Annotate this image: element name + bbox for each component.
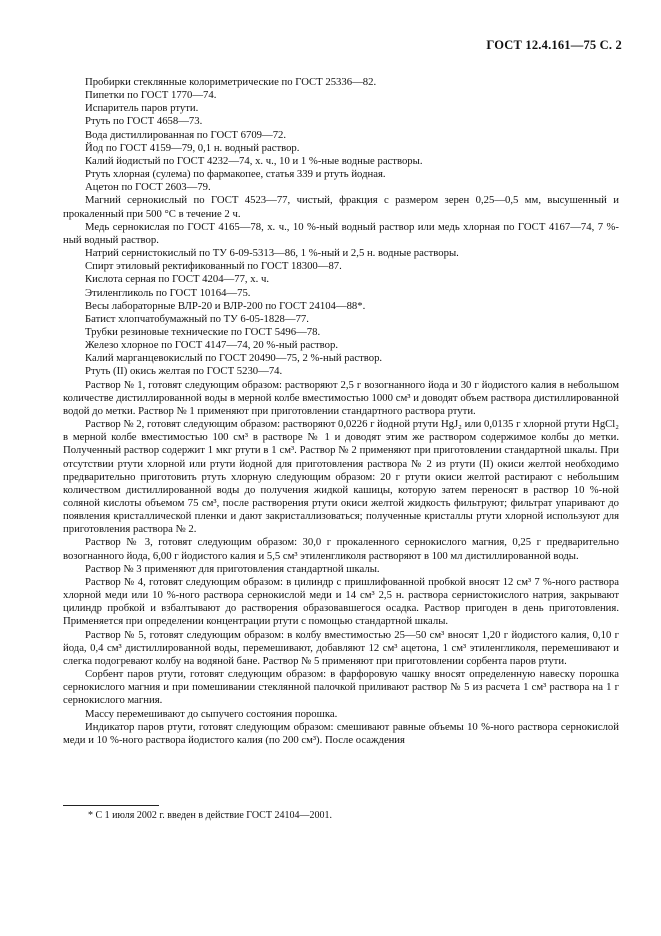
list-item: Испаритель паров ртути. bbox=[85, 102, 199, 115]
list-item: Вода дистиллированная по ГОСТ 6709—72. bbox=[85, 128, 287, 141]
footnote-divider bbox=[63, 805, 159, 806]
list-item: Ртуть (II) окись желтая по ГОСТ 5230—74. bbox=[85, 365, 283, 378]
footnote: * С 1 июля 2002 г. введен в действие ГОСТ 24104—2001. bbox=[88, 810, 332, 821]
list-item: Кислота серная по ГОСТ 4204—77, х. ч. bbox=[85, 273, 270, 286]
paragraph-solution-1: Раствор № 1, готовят следующим образом: растворяют 2,5 г возогнанного йода и 30 г йодистого калия в небольшом количестве дистиллированной воды в мерной колбе вместимостью 1000 см³ и доводят объем раствора дистиллированной водой до метки. Раствор № 1 применяют при приготовлении стандартного раствора ртути. bbox=[63, 378, 619, 417]
paragraph-mass: Массу перемешивают до сыпучего состояния порошка. bbox=[85, 707, 338, 720]
paragraph-solution-3-use: Раствор № 3 применяют для приготовления стандартной шкалы. bbox=[85, 562, 380, 575]
list-item: Пробирки стеклянные колориметрические по ГОСТ 25336—82. bbox=[85, 76, 377, 88]
paragraph-sorbent: Сорбент паров ртути, готовят следующим образом: в фарфоровую чашку вносят определенную навеску порошка сернокислого магния и при помешивании стеклянной палочкой приливают раствор № 5 из расчета 1 см³ раствора на 1 г сернокислого магния. bbox=[63, 668, 619, 707]
list-item: Весы лабораторные ВЛР-20 и ВЛР-200 по ГОСТ 24104—88*. bbox=[85, 299, 366, 312]
paragraph-magnesium: Магний сернокислый по ГОСТ 4523—77, чистый, фракция с размером зерен 0,25—0,5 мм, высушенный и прокаленный при 500 °С в течение 2 ч. bbox=[63, 194, 619, 220]
list-item: Натрий сернистокислый по ТУ 6-09-5313—86, 1 %-ный и 2,5 н. водные растворы. bbox=[85, 247, 459, 260]
list-item: Пипетки по ГОСТ 1770—74. bbox=[85, 89, 217, 102]
list-item: Трубки резиновые технические по ГОСТ 5496—78. bbox=[85, 325, 321, 338]
paragraph-indicator: Индикатор паров ртути, готовят следующим образом: смешивают равные объемы 10 %-ного раствора сернокислой меди и 10 %-ного раствора йодистого калия (по 200 см³). После осаждения bbox=[63, 720, 619, 746]
paragraph-solution-4: Раствор № 4, готовят следующим образом: в цилиндр с пришлифованной пробкой вносят 12 см³ 7 %-ного раствора хлорной меди или 10 %-ного раствора сернокислой меди и 14 см³ 2,5 н. раствора сернистокислого натрия, закрывают цилиндр пробкой и взбалтывают до растворения образовавшегося осадка. Раствор пригоден в день приготовления. Применяется при определении концентрации ртути с помощью стандартной шкалы. bbox=[63, 575, 619, 628]
list-item: Йод по ГОСТ 4159—79, 0,1 н. водный раствор. bbox=[85, 141, 300, 154]
paragraph-solution-3: Раствор № 3, готовят следующим образом: 30,0 г прокаленного сернокислого магния, 0,25 г предварительно возогнанного йода, 6,00 г йодистого калия и 5,5 см³ этиленгликоля растворяют в 100 мл дистиллированной воды. bbox=[63, 536, 619, 562]
list-item: Железо хлорное по ГОСТ 4147—74, 20 %-ный раствор. bbox=[85, 339, 338, 352]
list-item: Ртуть по ГОСТ 4658—73. bbox=[85, 115, 203, 128]
list-item: Спирт этиловый ректификованный по ГОСТ 18300—87. bbox=[85, 260, 342, 273]
paragraph-solution-2: Раствор № 2, готовят следующим образом: растворяют 0,0226 г йодной ртути HgJ₂ или 0,0135 г хлорной ртути HgCl₂ в мерной колбе вместимостью 100 см³ в растворе № 1 и доводят этим же раствором содержимое колбы до метки. Полученный раствор содержит 1 мкг ртути в 1 см³. Раствор № 2 применяют при приготовлении стандартной шкалы. При отсутствии ртути хлорной или ртути йодной для приготовления раствора № 2 из ртути (II) окиси желтой необходимо предварительно приготовить ртуть хлорную следующим образом: 20 г ртути окиси желтой растирают с небольшим количеством дистиллированной воды до получения жидкой кашицы, которую затем переносят в раствор 10 %-ной соляной кислоты объемом 75 см³, после растворения ртути окиси желтой жидкость фильтруют; фильтрат упаривают до появления кристаллической пленки и дают закристаллизоваться; полученные кристаллы ртути хлорной используют для приготовления раствора № 2. bbox=[63, 418, 619, 536]
list-item: Этиленгликоль по ГОСТ 10164—75. bbox=[85, 286, 251, 299]
paragraph-copper: Медь сернокислая по ГОСТ 4165—78, х. ч., 10 %-ный водный раствор или медь хлорная по ГОСТ 4167—74, 7 %-ный водный раствор. bbox=[63, 220, 619, 246]
paragraph-solution-5: Раствор № 5, готовят следующим образом: в колбу вместимостью 25—50 см³ вносят 1,20 г йодистого калия, 0,10 г йода, 0,4 см³ дистиллированной воды, перемешивают, добавляют 12 см³ ацетона, 1 см³ этиленгликоля, перемешивают и слегка подогревают колбу на водяной бане. Раствор № 5 применяют при приготовлении сорбента паров ртути. bbox=[63, 628, 619, 667]
list-item: Ртуть хлорная (сулема) по фармакопее, статья 339 и ртуть йодная. bbox=[85, 168, 386, 181]
list-item: Ацетон по ГОСТ 2603—79. bbox=[85, 181, 211, 194]
list-item: Батист хлопчатобумажный по ТУ 6-05-1828—77. bbox=[85, 312, 309, 325]
list-item: Калий йодистый по ГОСТ 4232—74, х. ч., 10 и 1 %-ные водные растворы. bbox=[85, 154, 423, 167]
page-header: ГОСТ 12.4.161—75 С. 2 bbox=[486, 38, 622, 52]
document-body bbox=[63, 76, 619, 747]
list-item: Калий марганцевокислый по ГОСТ 20490—75, 2 %-ный раствор. bbox=[85, 352, 383, 365]
